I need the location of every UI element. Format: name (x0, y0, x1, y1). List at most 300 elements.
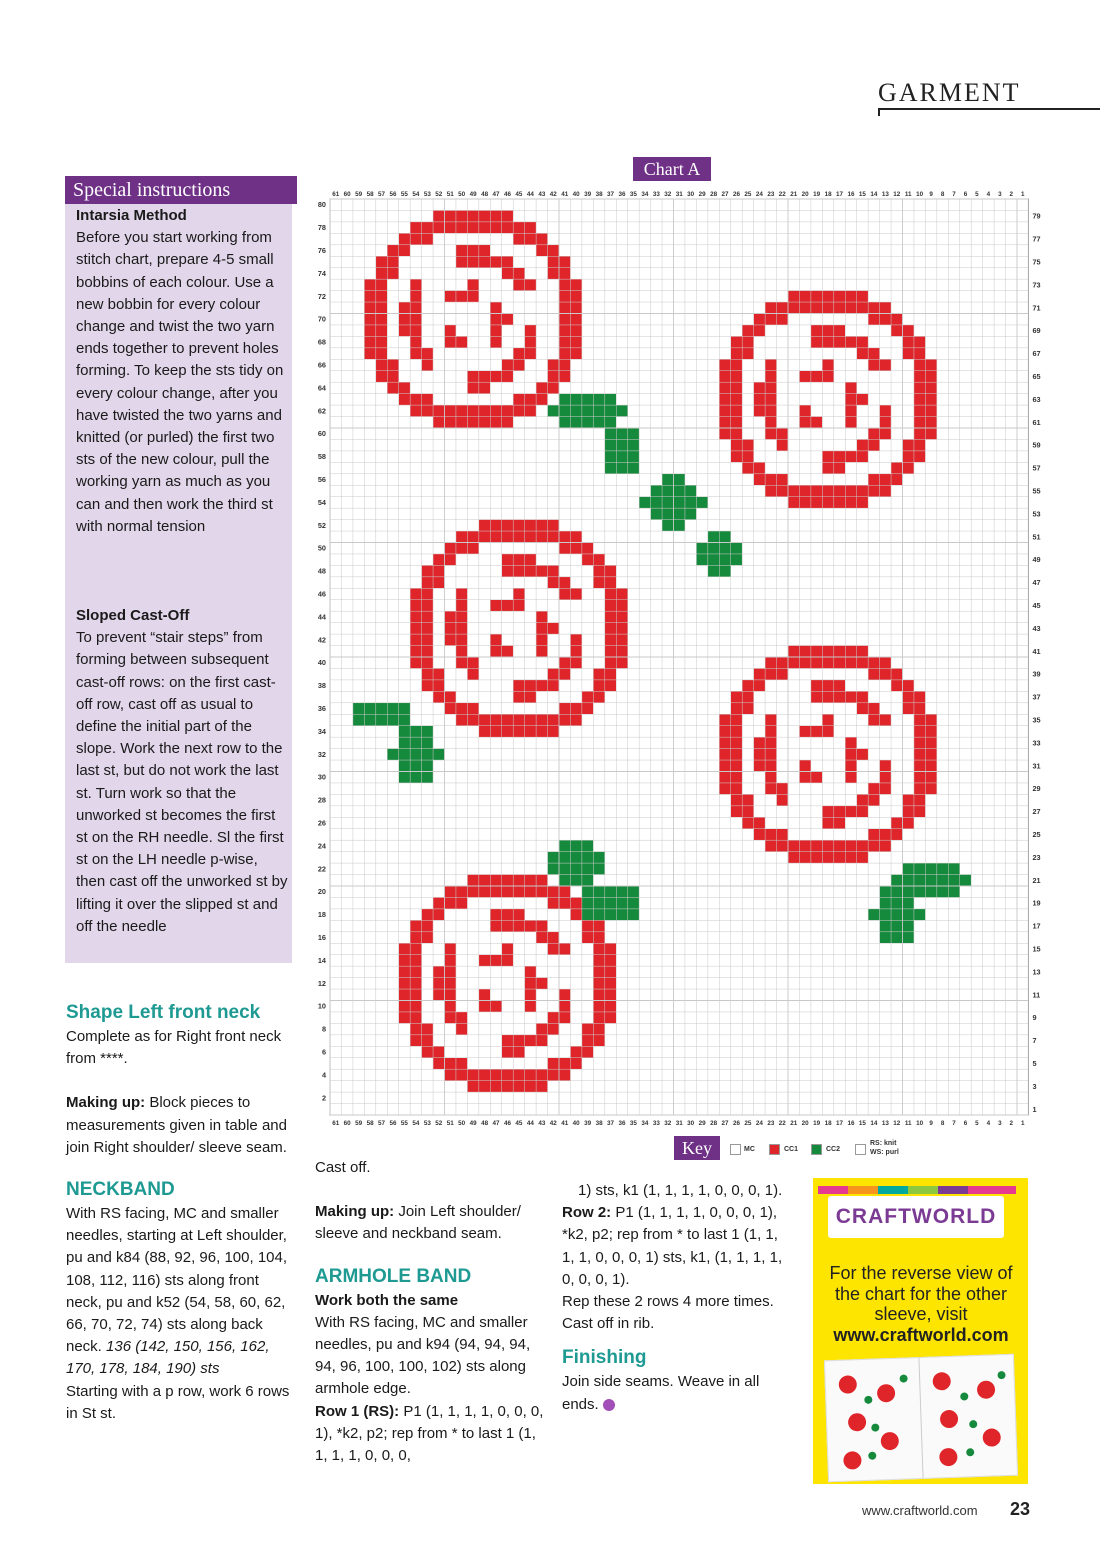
stitch-cc1 (799, 726, 810, 737)
column-number-top: 61 (332, 191, 340, 198)
column-number-top: 27 (721, 191, 729, 198)
row-number-right: 31 (1032, 761, 1041, 771)
stitch-cc1 (811, 336, 822, 347)
stitch-cc2 (593, 886, 604, 897)
stitch-cc1 (925, 359, 936, 370)
stitch-cc1 (788, 302, 799, 313)
stitch-cc1 (914, 382, 925, 393)
stitch-cc1 (433, 978, 444, 989)
stitch-cc1 (777, 668, 788, 679)
stitch-cc2 (628, 439, 639, 450)
stitch-cc2 (410, 749, 421, 760)
row-1-body: P1 (1, 1, 1, 1, 0, 0, 0, 1), *k2, p2; rep from * to last 1 (1, 1, 1, 1, 0, 0, 0, (315, 1402, 544, 1465)
stitch-cc1 (479, 382, 490, 393)
stitch-cc2 (570, 852, 581, 863)
stitch-cc1 (548, 897, 559, 908)
stitch-cc1 (845, 497, 856, 508)
neckband-end: Starting with a p row, work 6 rows in St st. (66, 1382, 290, 1422)
stitch-cc1 (834, 691, 845, 702)
stitch-cc1 (536, 886, 547, 897)
stitch-cc2 (685, 485, 696, 496)
stitch-cc1 (570, 714, 581, 725)
stitch-cc1 (868, 794, 879, 805)
stitch-cc2 (616, 428, 627, 439)
column-number-top: 44 (526, 191, 534, 198)
stitch-cc1 (880, 428, 891, 439)
stitch-cc1 (765, 737, 776, 748)
stitch-cc1 (559, 359, 570, 370)
column-number-top: 47 (492, 191, 500, 198)
stitch-cc1 (593, 978, 604, 989)
stitch-cc1 (754, 737, 765, 748)
stitch-cc1 (399, 302, 410, 313)
stitch-cc1 (422, 634, 433, 645)
stitch-cc1 (502, 714, 513, 725)
stitch-cc1 (525, 691, 536, 702)
row-number-right: 17 (1032, 921, 1041, 931)
stitch-cc1 (845, 382, 856, 393)
row-number-left: 74 (317, 268, 326, 278)
stitch-cc2 (651, 485, 662, 496)
stitch-cc2 (937, 863, 948, 874)
promo-text-block (816, 1263, 1026, 1345)
stitch-cc1 (731, 737, 742, 748)
column-number-bottom: 23 (767, 1120, 775, 1127)
stitch-cc2 (410, 737, 421, 748)
stitch-cc1 (777, 657, 788, 668)
stitch-cc1 (502, 405, 513, 416)
stitch-cc1 (880, 314, 891, 325)
stitch-cc1 (548, 268, 559, 279)
stitch-cc1 (445, 611, 456, 622)
stitch-cc1 (548, 714, 559, 725)
row-number-left: 66 (317, 360, 326, 370)
stitch-cc1 (914, 749, 925, 760)
row-number-left: 78 (317, 223, 326, 233)
stitch-cc1 (422, 394, 433, 405)
stitch-cc1 (525, 886, 536, 897)
stitch-cc1 (525, 989, 536, 1000)
stitch-cc1 (799, 840, 810, 851)
stitch-cc1 (445, 989, 456, 1000)
stitch-cc1 (490, 325, 501, 336)
stitch-cc1 (502, 256, 513, 267)
stitch-cc1 (467, 279, 478, 290)
stitch-cc1 (719, 737, 730, 748)
stitch-cc1 (811, 726, 822, 737)
stitch-cc1 (502, 886, 513, 897)
stitch-cc1 (788, 646, 799, 657)
row-number-left: 10 (317, 1001, 326, 1011)
stitch-cc1 (845, 806, 856, 817)
row-number-left: 38 (317, 681, 326, 691)
column-number-bottom: 46 (503, 1120, 511, 1127)
stitch-cc1 (536, 520, 547, 531)
column-number-bottom: 13 (881, 1120, 889, 1127)
stitch-cc1 (593, 680, 604, 691)
stitch-cc1 (880, 772, 891, 783)
stitch-cc2 (651, 497, 662, 508)
stitch-cc1 (857, 657, 868, 668)
stitch-cc1 (857, 794, 868, 805)
stitch-cc1 (822, 302, 833, 313)
stitch-cc2 (605, 405, 616, 416)
column-number-top: 4 (986, 191, 991, 198)
shape-left-front-neck-body: Complete as for Right front neck from ****. (66, 1028, 282, 1068)
stitch-cc1 (456, 588, 467, 599)
stitch-cc1 (765, 314, 776, 325)
stitch-cc1 (445, 1058, 456, 1069)
stitch-cc1 (513, 233, 524, 244)
stitch-cc1 (422, 657, 433, 668)
column-number-top: 37 (607, 191, 615, 198)
stitch-cc1 (765, 783, 776, 794)
column-number-top: 9 (929, 191, 933, 198)
stitch-cc2 (422, 726, 433, 737)
stitch-cc1 (914, 806, 925, 817)
stitch-cc1 (467, 291, 478, 302)
column-number-bottom: 55 (400, 1120, 408, 1127)
stitch-cc1 (479, 531, 490, 542)
stitch-cc1 (857, 302, 868, 313)
stitch-cc1 (925, 428, 936, 439)
stitch-cc1 (559, 268, 570, 279)
stitch-cc1 (811, 680, 822, 691)
stitch-cc1 (456, 417, 467, 428)
stitch-cc1 (445, 955, 456, 966)
stitch-cc1 (868, 485, 879, 496)
stitch-cc1 (799, 417, 810, 428)
stitch-cc1 (845, 485, 856, 496)
row-number-right: 3 (1032, 1081, 1037, 1091)
stitch-cc1 (834, 817, 845, 828)
stitch-cc1 (559, 989, 570, 1000)
stitch-cc1 (387, 245, 398, 256)
stitch-cc1 (925, 760, 936, 771)
stitch-cc1 (868, 657, 879, 668)
stitch-cc1 (593, 943, 604, 954)
row-number-left: 42 (317, 635, 326, 645)
stitch-cc1 (399, 1012, 410, 1023)
stitch-cc1 (903, 451, 914, 462)
stitch-cc1 (479, 371, 490, 382)
stitch-cc2 (582, 886, 593, 897)
stitch-cc1 (445, 405, 456, 416)
stitch-cc1 (467, 531, 478, 542)
stitch-cc1 (765, 714, 776, 725)
stitch-cc1 (548, 726, 559, 737)
stitch-cc1 (445, 554, 456, 565)
stitch-cc1 (513, 588, 524, 599)
stitch-cc2 (548, 405, 559, 416)
stitch-cc2 (696, 497, 707, 508)
stitch-cc2 (628, 428, 639, 439)
stitch-cc1 (616, 646, 627, 657)
row-number-left: 54 (317, 497, 326, 507)
section-rule (878, 108, 1100, 110)
stitch-cc1 (456, 222, 467, 233)
stitch-cc2 (605, 394, 616, 405)
stitch-cc1 (490, 714, 501, 725)
stitch-cc1 (410, 634, 421, 645)
stitch-cc1 (513, 726, 524, 737)
stitch-cc1 (834, 451, 845, 462)
stitch-cc1 (914, 428, 925, 439)
stitch-cc1 (765, 772, 776, 783)
stitch-cc1 (914, 405, 925, 416)
column-number-top: 41 (561, 191, 569, 198)
row-number-right: 21 (1032, 875, 1041, 885)
stitch-cc1 (513, 600, 524, 611)
chart-title: Chart A (633, 157, 711, 181)
stitch-cc2 (674, 520, 685, 531)
stitch-cc1 (410, 348, 421, 359)
shape-left-front-neck-heading: Shape Left front neck (66, 1002, 261, 1023)
stitch-cc1 (559, 1001, 570, 1012)
row-number-right: 67 (1032, 349, 1041, 359)
stitch-cc1 (410, 291, 421, 302)
stitch-cc1 (605, 1012, 616, 1023)
stitch-cc1 (548, 359, 559, 370)
stitch-cc1 (410, 966, 421, 977)
key-label-cc1: CC1 (784, 1146, 799, 1153)
stitch-cc1 (502, 1035, 513, 1046)
stitch-cc2 (708, 554, 719, 565)
stitch-cc1 (445, 1069, 456, 1080)
stitch-cc1 (605, 600, 616, 611)
stitch-cc1 (559, 348, 570, 359)
stitch-cc1 (719, 749, 730, 760)
stitch-cc1 (777, 829, 788, 840)
stitch-cc1 (742, 794, 753, 805)
stitch-cc1 (433, 1058, 444, 1069)
stitch-cc1 (445, 623, 456, 634)
stitch-cc2 (903, 932, 914, 943)
stitch-cc1 (822, 852, 833, 863)
column-number-bottom: 2 (1009, 1120, 1014, 1127)
stitch-cc2 (410, 760, 421, 771)
column-number-top: 17 (836, 191, 844, 198)
stitch-cc2 (399, 772, 410, 783)
stitch-cc1 (502, 222, 513, 233)
stitch-cc1 (410, 314, 421, 325)
promo-url-link[interactable]: www.craftworld.com (833, 1324, 1009, 1345)
stitch-cc1 (868, 359, 879, 370)
stitch-cc1 (914, 348, 925, 359)
row-number-left: 20 (317, 887, 326, 897)
stitch-cc1 (845, 405, 856, 416)
stitch-cc1 (570, 634, 581, 645)
stitch-cc1 (410, 989, 421, 1000)
stitch-cc1 (857, 394, 868, 405)
stitch-cc1 (559, 657, 570, 668)
stitch-cc1 (731, 371, 742, 382)
stitch-cc1 (536, 245, 547, 256)
column-number-top: 29 (698, 191, 706, 198)
stitch-cc1 (903, 439, 914, 450)
column-number-bottom: 57 (378, 1120, 386, 1127)
footer-url: www.craftworld.com (862, 1503, 978, 1518)
stitch-cc1 (914, 359, 925, 370)
stitch-cc1 (479, 245, 490, 256)
stitch-cc1 (903, 806, 914, 817)
column-number-bottom: 32 (664, 1120, 672, 1127)
stitch-cc1 (754, 325, 765, 336)
stitch-cc1 (616, 623, 627, 634)
stitch-cc1 (822, 680, 833, 691)
stitch-cc1 (525, 336, 536, 347)
stitch-cc1 (914, 783, 925, 794)
column-number-top: 51 (446, 191, 454, 198)
stitch-cc1 (857, 485, 868, 496)
finishing-heading: Finishing (562, 1347, 647, 1369)
row-number-right: 47 (1032, 578, 1041, 588)
stitch-cc2 (925, 863, 936, 874)
stitch-cc1 (376, 291, 387, 302)
stitch-cc1 (880, 668, 891, 679)
stitch-cc1 (502, 531, 513, 542)
stitch-cc1 (845, 749, 856, 760)
row-1-instruction (315, 1401, 545, 1468)
column-number-top: 49 (469, 191, 477, 198)
stitch-cc2 (387, 714, 398, 725)
stitch-cc1 (513, 680, 524, 691)
stitch-cc2 (582, 394, 593, 405)
stitch-cc1 (731, 336, 742, 347)
row-number-left: 28 (317, 795, 326, 805)
stitch-cc1 (502, 1069, 513, 1080)
stitch-cc2 (674, 485, 685, 496)
finishing-text: Join side seams. Weave in all ends. (562, 1373, 760, 1413)
stitch-cc1 (364, 314, 375, 325)
stitch-cc1 (605, 565, 616, 576)
stitch-cc1 (559, 1069, 570, 1080)
stitch-cc1 (479, 1001, 490, 1012)
column-3 (562, 1180, 792, 1416)
stitch-cc1 (479, 1081, 490, 1092)
column-number-top: 11 (904, 191, 912, 198)
stitch-cc1 (834, 485, 845, 496)
stitch-cc1 (799, 772, 810, 783)
stitch-cc2 (948, 875, 959, 886)
column-number-top: 33 (652, 191, 660, 198)
stitch-cc1 (513, 920, 524, 931)
stitch-cc1 (422, 611, 433, 622)
stitch-cc1 (605, 588, 616, 599)
column-number-bottom: 34 (641, 1120, 649, 1127)
stitch-cc1 (777, 302, 788, 313)
stitch-cc1 (513, 394, 524, 405)
neckband-total: 136 (142, 150, 156, 162, 170, 178, 184, 190) sts (66, 1338, 270, 1378)
intarsia-heading: Intarsia Method (76, 207, 187, 224)
stitch-cc1 (593, 1001, 604, 1012)
column-number-top: 48 (481, 191, 489, 198)
stitch-cc2 (891, 886, 902, 897)
stitch-cc2 (662, 497, 673, 508)
stitch-cc1 (742, 817, 753, 828)
stitch-cc1 (410, 336, 421, 347)
stitch-cc1 (857, 291, 868, 302)
stitch-cc1 (433, 966, 444, 977)
row-1-lead: Row 1 (RS): (315, 1402, 400, 1420)
stitch-cc2 (914, 886, 925, 897)
column-number-top: 30 (687, 191, 695, 198)
stitch-cc1 (570, 336, 581, 347)
stitch-cc1 (559, 714, 570, 725)
stitch-cc1 (788, 291, 799, 302)
stitch-cc1 (490, 1069, 501, 1080)
stitch-cc1 (822, 371, 833, 382)
stitch-cc1 (868, 348, 879, 359)
stitch-cc1 (467, 256, 478, 267)
column-number-top: 28 (710, 191, 718, 198)
stitch-cc1 (422, 680, 433, 691)
stitch-cc1 (593, 920, 604, 931)
stitch-cc1 (719, 760, 730, 771)
stitch-cc1 (719, 359, 730, 370)
stitch-cc2 (570, 863, 581, 874)
column-number-top: 55 (400, 191, 408, 198)
section-rule-tick (878, 108, 880, 116)
stitch-cc1 (479, 989, 490, 1000)
stitch-cc1 (570, 703, 581, 714)
stitch-cc1 (891, 817, 902, 828)
row-number-left: 46 (317, 589, 326, 599)
stitch-cc1 (422, 646, 433, 657)
column-number-top: 8 (940, 191, 945, 198)
row-number-left: 18 (317, 910, 326, 920)
stitch-cc1 (502, 943, 513, 954)
stitch-cc1 (490, 920, 501, 931)
stitch-cc1 (880, 657, 891, 668)
stitch-cc1 (433, 565, 444, 576)
stitch-cc1 (754, 680, 765, 691)
column-2 (315, 1157, 545, 1467)
stitch-cc1 (777, 783, 788, 794)
stitch-cc1 (559, 371, 570, 382)
stitch-cc1 (479, 714, 490, 725)
stitch-cc2 (662, 520, 673, 531)
row-number-right: 7 (1032, 1036, 1037, 1046)
stitch-cc1 (857, 439, 868, 450)
stitch-cc2 (410, 772, 421, 783)
stitch-cc1 (582, 932, 593, 943)
stitch-cc1 (456, 1012, 467, 1023)
row-number-right: 43 (1032, 623, 1041, 633)
stitch-cc1 (433, 222, 444, 233)
stitch-cc1 (513, 1046, 524, 1057)
stitch-cc2 (719, 565, 730, 576)
stitch-cc1 (376, 371, 387, 382)
stitch-cc1 (376, 279, 387, 290)
stitch-cc1 (914, 760, 925, 771)
stitch-cc1 (502, 646, 513, 657)
stitch-cc1 (456, 336, 467, 347)
stitch-cc1 (536, 1023, 547, 1034)
stitch-cc1 (422, 909, 433, 920)
stitch-cc1 (433, 680, 444, 691)
section-tag: GARMENT (878, 78, 1021, 107)
stitch-cc1 (399, 314, 410, 325)
stitch-cc2 (903, 875, 914, 886)
column-number-top: 14 (870, 191, 878, 198)
stitch-cc1 (513, 520, 524, 531)
stitch-cc1 (891, 314, 902, 325)
stitch-cc1 (467, 668, 478, 679)
stitch-cc2 (410, 726, 421, 737)
column-number-top: 57 (378, 191, 386, 198)
stitch-cc1 (754, 314, 765, 325)
